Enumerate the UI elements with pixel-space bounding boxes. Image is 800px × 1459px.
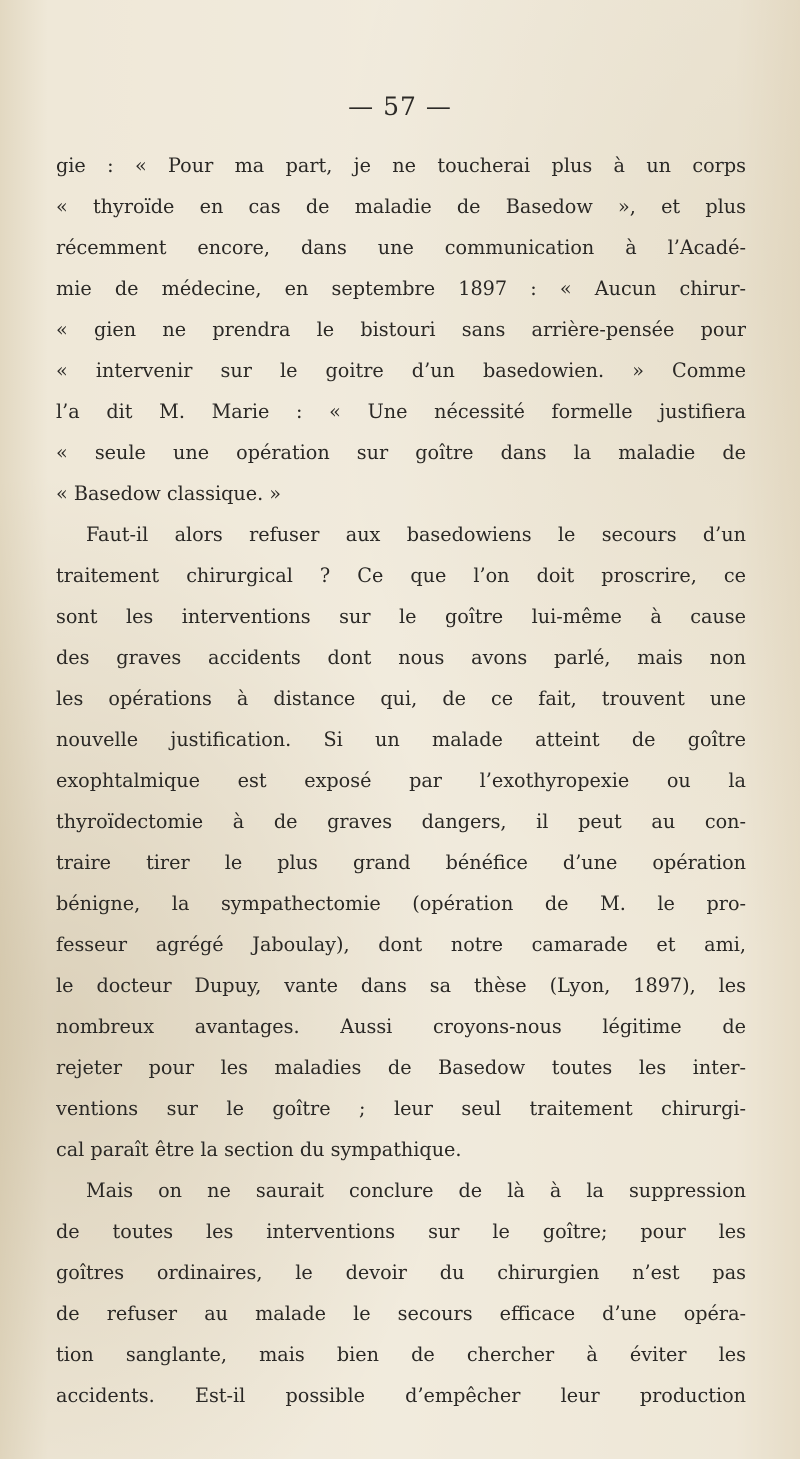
text-line: rejeter pour les maladies de Basedow toutes les inter-	[56, 1056, 746, 1079]
page-number: — 57 —	[348, 92, 452, 121]
text-line: gie : « Pour ma part, je ne toucherai plus à un corps	[56, 154, 746, 177]
text-line: « seule une opération sur goître dans la maladie de	[56, 441, 746, 464]
text-line: les opérations à distance qui, de ce fait, trouvent une	[56, 687, 746, 710]
text-line: de refuser au malade le secours efficace d’une opéra-	[56, 1302, 746, 1325]
text-line: sont les interventions sur le goître lui-même à cause	[56, 605, 746, 628]
body-text	[56, 145, 746, 1416]
text-line: traire tirer le plus grand bénéfice d’une opération	[56, 851, 746, 874]
text-line: « gien ne prendra le bistouri sans arrière-pensée pour	[56, 318, 746, 341]
text-line: traitement chirurgical ? Ce que l’on doit proscrire, ce	[56, 564, 746, 587]
text-line: exophtalmique est exposé par l’exothyropexie ou la	[56, 769, 746, 792]
text-line: goîtres ordinaires, le devoir du chirurgien n’est pas	[56, 1261, 746, 1284]
text-line: le docteur Dupuy, vante dans sa thèse (Lyon, 1897), les	[56, 974, 746, 997]
text-line: mie de médecine, en septembre 1897 : « Aucun chirur-	[56, 277, 746, 300]
text-line: de toutes les interventions sur le goître; pour les	[56, 1220, 746, 1243]
text-line: bénigne, la sympathectomie (opération de M. le pro-	[56, 892, 746, 915]
text-line: « thyroïde en cas de maladie de Basedow », et plus	[56, 195, 746, 218]
text-line: Mais on ne saurait conclure de là à la suppression	[86, 1179, 746, 1202]
text-line: ventions sur le goître ; leur seul traitement chirurgi-	[56, 1097, 746, 1120]
text-line: tion sanglante, mais bien de chercher à éviter les	[56, 1343, 746, 1366]
text-line: l’a dit M. Marie : « Une nécessité formelle justifiera	[56, 400, 746, 423]
text-line: récemment encore, dans une communication à l’Acadé-	[56, 236, 746, 259]
text-line: « intervenir sur le goitre d’un basedowien. » Comme	[56, 359, 746, 382]
text-line: nombreux avantages. Aussi croyons-nous légitime de	[56, 1015, 746, 1038]
text-line: cal paraît être la section du sympathique.	[56, 1138, 462, 1161]
text-line: des graves accidents dont nous avons parlé, mais non	[56, 646, 746, 669]
text-line: « Basedow classique. »	[56, 482, 282, 505]
text-line: nouvelle justification. Si un malade atteint de goître	[56, 728, 746, 751]
text-line: fesseur agrégé Jaboulay), dont notre camarade et ami,	[56, 933, 746, 956]
text-line: accidents. Est-il possible d’empêcher leur production	[56, 1384, 746, 1407]
text-line: Faut-il alors refuser aux basedowiens le secours d’un	[86, 523, 746, 546]
text-line: thyroïdectomie à de graves dangers, il peut au con-	[56, 810, 746, 833]
